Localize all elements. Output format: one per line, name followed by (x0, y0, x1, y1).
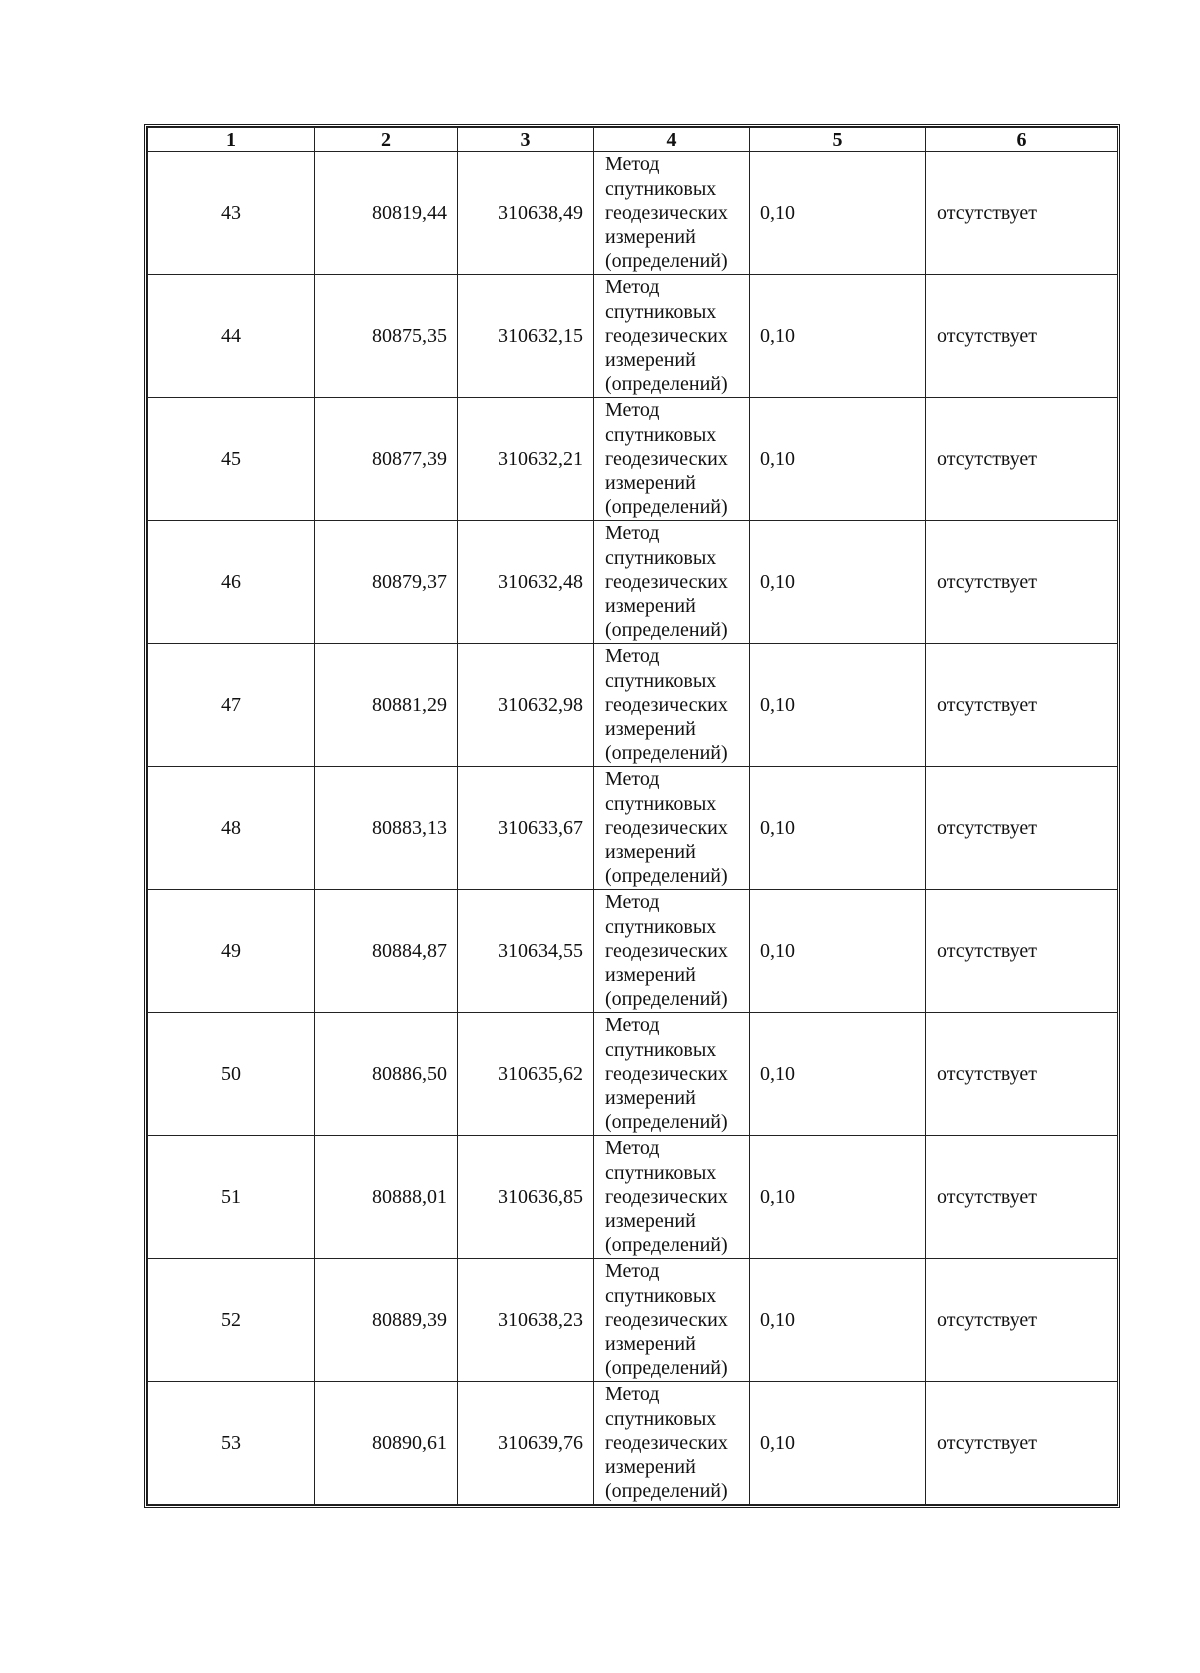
x-coordinate-cell: 80877,39 (315, 398, 458, 521)
method-text-line: (определений) (605, 373, 728, 396)
description-cell: отсутствует (926, 398, 1118, 521)
method-text-line: спутниковых (605, 177, 717, 200)
table-body (148, 152, 1118, 1505)
point-number-cell: 45 (148, 398, 315, 521)
table-row (148, 521, 1118, 644)
x-coordinate-cell: 80881,29 (315, 644, 458, 767)
method-text-line: (определений) (605, 619, 728, 642)
table-row (148, 152, 1118, 275)
accuracy-cell: 0,10 (750, 890, 926, 1013)
accuracy-cell: 0,10 (750, 398, 926, 521)
accuracy-cell: 0,10 (750, 152, 926, 275)
method-text-line: геодезических (605, 570, 728, 593)
table-row (148, 1382, 1118, 1505)
header-cell-4: 4 (594, 128, 750, 152)
method-text-line: геодезических (605, 324, 728, 347)
coordinates-table-frame (144, 124, 1120, 1508)
point-number-cell: 46 (148, 521, 315, 644)
header-cell-5: 5 (750, 128, 926, 152)
method-text-line: геодезических (605, 1431, 728, 1454)
description-cell: отсутствует (926, 767, 1118, 890)
method-cell (594, 1013, 750, 1136)
y-coordinate-cell: 310632,15 (458, 275, 594, 398)
x-coordinate-cell: 80883,13 (315, 767, 458, 890)
accuracy-cell: 0,10 (750, 275, 926, 398)
method-text-line: геодезических (605, 1185, 728, 1208)
x-coordinate-cell: 80819,44 (315, 152, 458, 275)
method-cell (594, 152, 750, 275)
table-row (148, 398, 1118, 521)
y-coordinate-cell: 310639,76 (458, 1382, 594, 1505)
accuracy-cell: 0,10 (750, 1382, 926, 1505)
table-row (148, 644, 1118, 767)
y-coordinate-cell: 310633,67 (458, 767, 594, 890)
method-text-line: (определений) (605, 742, 728, 765)
header-cell-6: 6 (926, 128, 1118, 152)
method-text-line: геодезических (605, 693, 728, 716)
method-cell (594, 521, 750, 644)
description-cell: отсутствует (926, 521, 1118, 644)
x-coordinate-cell: 80888,01 (315, 1136, 458, 1259)
y-coordinate-cell: 310638,49 (458, 152, 594, 275)
method-text-line: геодезических (605, 939, 728, 962)
method-text-line: геодезических (605, 201, 728, 224)
table-header (148, 128, 1118, 152)
method-cell (594, 398, 750, 521)
point-number-cell: 51 (148, 1136, 315, 1259)
method-text-line: спутниковых (605, 915, 717, 938)
description-cell: отсутствует (926, 1259, 1118, 1382)
method-text-line: (определений) (605, 1234, 728, 1257)
table-row (148, 1013, 1118, 1136)
point-number-cell: 48 (148, 767, 315, 890)
table-row (148, 890, 1118, 1013)
y-coordinate-cell: 310635,62 (458, 1013, 594, 1136)
accuracy-cell: 0,10 (750, 1013, 926, 1136)
description-cell: отсутствует (926, 890, 1118, 1013)
method-text-line: (определений) (605, 496, 728, 519)
method-text-line: (определений) (605, 250, 728, 273)
y-coordinate-cell: 310632,98 (458, 644, 594, 767)
y-coordinate-cell: 310636,85 (458, 1136, 594, 1259)
x-coordinate-cell: 80884,87 (315, 890, 458, 1013)
method-text-line: спутниковых (605, 1161, 717, 1184)
method-text-line: измерений (605, 472, 696, 495)
table-row (148, 275, 1118, 398)
method-text-line: спутниковых (605, 423, 717, 446)
method-text-line: измерений (605, 718, 696, 741)
table-row (148, 1259, 1118, 1382)
header-row (148, 128, 1118, 152)
method-text-line: измерений (605, 595, 696, 618)
x-coordinate-cell: 80889,39 (315, 1259, 458, 1382)
method-text-line: Метод (605, 768, 660, 791)
description-cell: отсутствует (926, 1013, 1118, 1136)
description-cell: отсутствует (926, 152, 1118, 275)
table-row (148, 767, 1118, 890)
accuracy-cell: 0,10 (750, 644, 926, 767)
method-text-line: (определений) (605, 865, 728, 888)
method-cell (594, 1136, 750, 1259)
method-text-line: измерений (605, 226, 696, 249)
header-cell-1: 1 (148, 128, 315, 152)
method-text-line: спутниковых (605, 792, 717, 815)
coordinates-table (147, 127, 1118, 1505)
method-text-line: измерений (605, 1456, 696, 1479)
table-row (148, 1136, 1118, 1259)
method-cell (594, 890, 750, 1013)
method-text-line: измерений (605, 1210, 696, 1233)
method-cell (594, 275, 750, 398)
method-text-line: геодезических (605, 816, 728, 839)
method-text-line: спутниковых (605, 1284, 717, 1307)
description-cell: отсутствует (926, 644, 1118, 767)
point-number-cell: 52 (148, 1259, 315, 1382)
accuracy-cell: 0,10 (750, 521, 926, 644)
header-cell-2: 2 (315, 128, 458, 152)
method-text-line: измерений (605, 964, 696, 987)
method-cell (594, 1382, 750, 1505)
accuracy-cell: 0,10 (750, 1259, 926, 1382)
y-coordinate-cell: 310632,21 (458, 398, 594, 521)
method-cell (594, 767, 750, 890)
description-cell: отсутствует (926, 1136, 1118, 1259)
method-text-line: Метод (605, 153, 660, 176)
point-number-cell: 47 (148, 644, 315, 767)
description-cell: отсутствует (926, 275, 1118, 398)
method-text-line: Метод (605, 1137, 660, 1160)
y-coordinate-cell: 310634,55 (458, 890, 594, 1013)
method-text-line: спутниковых (605, 300, 717, 323)
method-text-line: (определений) (605, 1111, 728, 1134)
method-text-line: спутниковых (605, 1038, 717, 1061)
point-number-cell: 50 (148, 1013, 315, 1136)
point-number-cell: 44 (148, 275, 315, 398)
method-text-line: (определений) (605, 1480, 728, 1503)
method-text-line: Метод (605, 891, 660, 914)
accuracy-cell: 0,10 (750, 767, 926, 890)
method-text-line: (определений) (605, 988, 728, 1011)
description-cell: отсутствует (926, 1382, 1118, 1505)
method-text-line: геодезических (605, 1062, 728, 1085)
method-text-line: Метод (605, 276, 660, 299)
method-text-line: геодезических (605, 1308, 728, 1331)
method-cell (594, 1259, 750, 1382)
method-text-line: спутниковых (605, 1407, 717, 1430)
method-text-line: Метод (605, 645, 660, 668)
method-text-line: измерений (605, 1333, 696, 1356)
y-coordinate-cell: 310632,48 (458, 521, 594, 644)
method-text-line: спутниковых (605, 669, 717, 692)
y-coordinate-cell: 310638,23 (458, 1259, 594, 1382)
x-coordinate-cell: 80886,50 (315, 1013, 458, 1136)
method-text-line: (определений) (605, 1357, 728, 1380)
point-number-cell: 53 (148, 1382, 315, 1505)
method-cell (594, 644, 750, 767)
accuracy-cell: 0,10 (750, 1136, 926, 1259)
method-text-line: геодезических (605, 447, 728, 470)
x-coordinate-cell: 80875,35 (315, 275, 458, 398)
method-text-line: Метод (605, 1014, 660, 1037)
header-cell-3: 3 (458, 128, 594, 152)
method-text-line: Метод (605, 399, 660, 422)
method-text-line: измерений (605, 841, 696, 864)
method-text-line: Метод (605, 1260, 660, 1283)
method-text-line: Метод (605, 522, 660, 545)
method-text-line: измерений (605, 1087, 696, 1110)
point-number-cell: 49 (148, 890, 315, 1013)
x-coordinate-cell: 80890,61 (315, 1382, 458, 1505)
method-text-line: Метод (605, 1383, 660, 1406)
method-text-line: измерений (605, 349, 696, 372)
method-text-line: спутниковых (605, 546, 717, 569)
x-coordinate-cell: 80879,37 (315, 521, 458, 644)
point-number-cell: 43 (148, 152, 315, 275)
